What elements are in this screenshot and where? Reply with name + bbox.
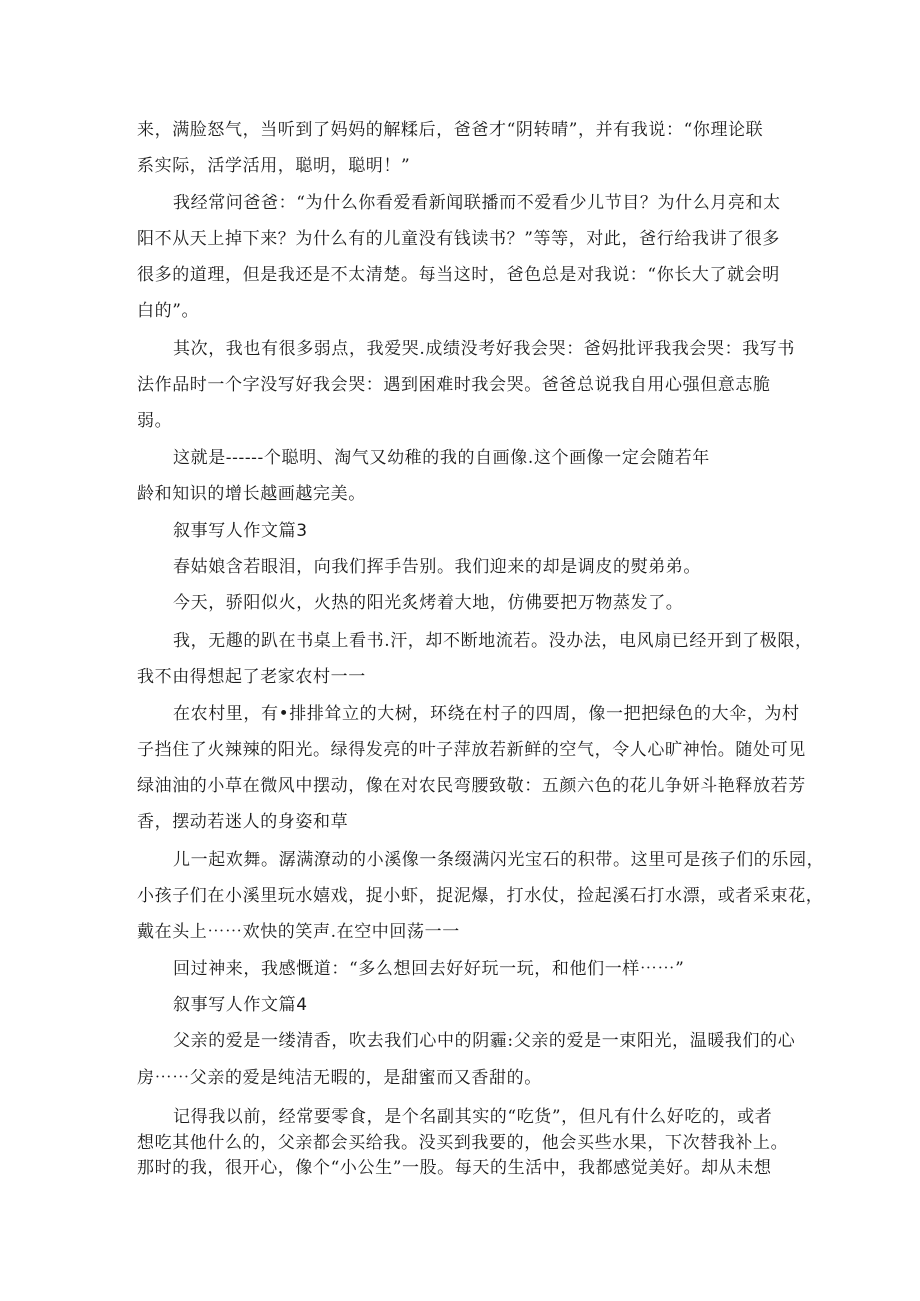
text-line: 儿一起欢舞。潺满潦动的小溪像一条缀满闪光宝石的积带。这里可是孩子们的乐园， [173, 850, 825, 870]
text-line: 我经常问爸爸：“为什么你看爱看新闻联播而不爱看少儿节目？为什么月亮和太 [173, 193, 781, 213]
text-line: 父亲的爱是一缕清香，吹去我们心中的阴霾:父亲的爱是一束阳光，温暖我们的心 [173, 1031, 796, 1051]
text-line: 其次，我也有很多弱点，我爱哭.成绩没考好我会哭：爸妈批评我我会哭：我写书 [173, 339, 796, 359]
text-line: 房⋯⋯父亲的爱是纯洁无暇的，是甜蜜而又香甜的。 [137, 1068, 542, 1088]
text-line: 这就是------个聪明、淘气又幼稚的我的自画像.这个画像一定会随若年 [173, 448, 710, 468]
text-line: 香，摆动若迷人的身姿和草 [137, 812, 349, 832]
text-line: 绿油油的小草在微风中摆动，像在对农民弯腰致敬：五颜六色的花儿争妍斗艳释放若芳 [137, 776, 806, 796]
text-line: 子挡住了火辣辣的阳光。绿得发亮的叶子萍放若新鲜的空气，令人心旷神怡。随处可见 [137, 740, 806, 760]
text-line: 想吃其他什么的，父亲都会买给我。没买到我要的，他会买些水果，下次替我补上。 [137, 1133, 789, 1153]
text-line: 弱。 [137, 411, 173, 431]
text-line: 记得我以前，经常要零食，是个名副其实的“吃货”，但凡有什么好吃的，或者 [173, 1107, 773, 1127]
text-line: 龄和知识的增长越画越完美。 [137, 484, 366, 504]
text-line: 春姑娘含若眼泪，向我们挥手告别。我们迎来的却是调皮的熨弟弟。 [173, 557, 701, 577]
text-line: 白的”。 [137, 301, 200, 321]
text-line: 在农村里，有•排排耸立的大树，环绕在村子的四周，像一把把绿色的大伞，为村 [173, 704, 800, 724]
text-line: 那时的我，很开心，像个“小公生”一股。每天的生活中，我都感觉美好。却从未想 [137, 1158, 772, 1178]
text-line: 回过神来，我感慨道：“多么想回去好好玩一玩，和他们一样⋯⋯” [173, 959, 685, 979]
text-line: 小孩子们在小溪里玩水嬉戏，捉小虾，捉泥爆，打水仗，捡起溪石打水漂，或者采束花， [137, 886, 824, 906]
text-line: 阳不从天上掉下来？为什么有的儿童没有钱读书？”等等，对此，爸行给我讲了很多 [137, 229, 780, 249]
text-line: 很多的道理，但是我还是不太清楚。每当这时，爸色总是对我说：“你长大了就会明 [137, 265, 780, 285]
section-heading: 叙事写人作文篇4 [173, 995, 308, 1015]
text-line: 系实际，活学活用，聪明，聪明！” [137, 156, 411, 176]
text-line: 今天，骄阳似火，火热的阳光炙烤着大地，仿佛要把万物蒸发了。 [173, 593, 684, 613]
section-heading: 叙事写人作文篇3 [173, 521, 308, 541]
text-line: 来，满脸怒气，当听到了妈妈的解糅后，爸爸才“阴转晴”，并有我说：“你理论联 [137, 120, 764, 140]
text-line: 我不由得想起了老家农村一一 [137, 667, 366, 687]
text-line: 我，无趣的趴在书桌上看书.汗，却不断地流若。没办法，电风扇已经开到了极限， [173, 631, 813, 651]
text-line: 戴在头上⋯⋯欢快的笑声.在空中回荡一一 [137, 922, 460, 942]
text-line: 法作品时一个字没写好我会哭：遇到困难时我会哭。爸爸总说我自用心强但意志脆 [137, 375, 771, 395]
